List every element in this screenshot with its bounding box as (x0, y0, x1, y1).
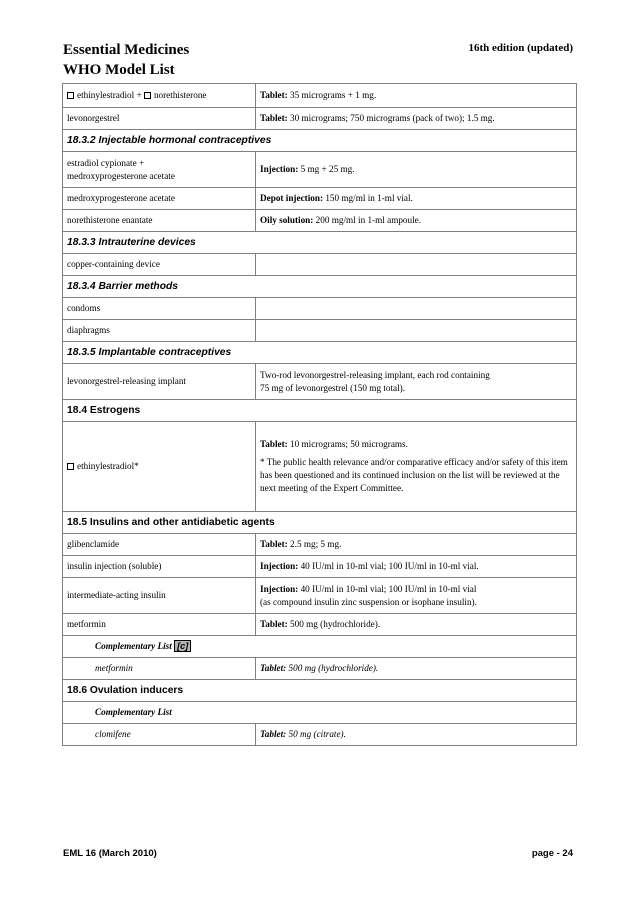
table-row (63, 724, 577, 746)
medicine-cell: glibenclamide (63, 534, 256, 556)
table-row (63, 364, 577, 400)
medicine-cell: intermediate-acting insulin (63, 578, 256, 614)
medicine-cell: medroxyprogesterone acetate (63, 188, 256, 210)
medicine-cell: copper-containing device (63, 254, 256, 276)
dosage-cell: Tablet: 2.5 mg; 5 mg. (256, 534, 577, 556)
dosage-cell: Tablet: 30 micrograms; 750 micrograms (pack of two); 1.5 mg. (256, 108, 577, 130)
review-note: * The public health relevance and/or comparative efficacy and/or safety of this item has been questioned and its continued inclusion on the list will be reviewed at the next meeting of the Expert Committee. (260, 457, 568, 493)
medicine-cell: estradiol cypionate + medroxyprogesterone acetate (63, 152, 256, 188)
medicine-cell: metformin (63, 658, 256, 680)
complementary-list-row: Complementary List (63, 702, 577, 724)
table-row (63, 298, 577, 320)
medicine-cell: ethinylestradiol + norethisterone (63, 84, 256, 108)
dosage-cell (256, 254, 577, 276)
title-line-2: WHO Model List (63, 62, 175, 78)
medicine-cell: levonorgestrel-releasing implant (63, 364, 256, 400)
table-row (63, 254, 577, 276)
section-heading: 18.3.4 Barrier methods (63, 276, 577, 298)
section-heading: 18.3.3 Intrauterine devices (63, 232, 577, 254)
table-row (63, 578, 577, 614)
table-row (63, 556, 577, 578)
dosage-cell: Tablet: 50 mg (citrate). (256, 724, 577, 746)
table-row (63, 614, 577, 636)
medicine-cell: clomifene (63, 724, 256, 746)
dosage-cell: Injection: 40 IU/ml in 10-ml vial; 100 IU/ml in 10-ml vial. (256, 556, 577, 578)
section-heading: 18.5 Insulins and other antidiabetic agents (63, 512, 577, 534)
square-box-icon (67, 463, 74, 470)
complementary-tag: [c] (174, 640, 191, 652)
title-line-1: Essential Medicines (63, 42, 190, 58)
dosage-cell: Tablet: 500 mg (hydrochloride). (256, 658, 577, 680)
dosage-cell: Injection: 5 mg + 25 mg. (256, 152, 577, 188)
table-row (63, 658, 577, 680)
dosage-cell: Tablet: 35 micrograms + 1 mg. (256, 84, 577, 108)
square-box-icon (67, 92, 74, 99)
medicines-table (62, 83, 577, 746)
medicine-cell: condoms (63, 298, 256, 320)
medicine-cell: insulin injection (soluble) (63, 556, 256, 578)
dosage-cell: Two-rod levonorgestrel-releasing implant, each rod containing 75 mg of levonorgestrel (150 mg total). (256, 364, 577, 400)
table-row (63, 534, 577, 556)
document-title (63, 40, 189, 80)
dosage-cell: Injection: 40 IU/ml in 10-ml vial; 100 IU/ml in 10-ml vial (as compound insulin zinc suspension or isophane insulin). (256, 578, 577, 614)
table-row (63, 108, 577, 130)
dosage-cell: Tablet: 10 micrograms; 50 micrograms. * The public health relevance and/or comparative efficacy and/or safety of this item has been questioned and its continued inclusion on the list will be reviewed at the next meeting of the Expert Committee. (256, 422, 577, 512)
dosage-cell (256, 320, 577, 342)
footer-page-number: page - 24 (531, 848, 573, 859)
medicine-cell: diaphragms (63, 320, 256, 342)
section-heading: 18.3.5 Implantable contraceptives (63, 342, 577, 364)
table-row (63, 188, 577, 210)
medicine-cell: levonorgestrel (63, 108, 256, 130)
dosage-cell: Depot injection: 150 mg/ml in 1-ml vial. (256, 188, 577, 210)
medicine-cell: norethisterone enantate (63, 210, 256, 232)
table-row (63, 422, 577, 512)
complementary-list-row: Complementary List [c] (63, 636, 577, 658)
table-row (63, 320, 577, 342)
table-row (63, 210, 577, 232)
table-row (63, 152, 577, 188)
footer-edition: EML 16 (March 2010) (63, 848, 157, 859)
dosage-cell (256, 298, 577, 320)
dosage-cell: Tablet: 500 mg (hydrochloride). (256, 614, 577, 636)
dosage-cell: Oily solution: 200 mg/ml in 1-ml ampoule. (256, 210, 577, 232)
section-heading: 18.3.2 Injectable hormonal contraceptives (63, 130, 577, 152)
square-box-icon (144, 92, 151, 99)
section-heading: 18.6 Ovulation inducers (63, 680, 577, 702)
table-row (63, 84, 577, 108)
medicine-cell: ethinylestradiol* (63, 422, 256, 512)
section-heading: 18.4 Estrogens (63, 400, 577, 422)
medicine-cell: metformin (63, 614, 256, 636)
edition-label: 16th edition (updated) (468, 42, 573, 54)
